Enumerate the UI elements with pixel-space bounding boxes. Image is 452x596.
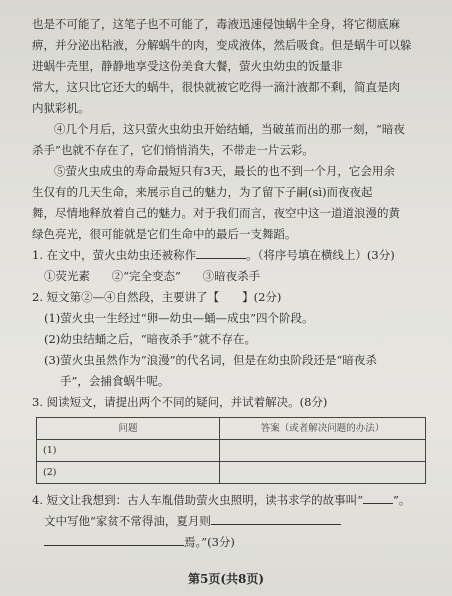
text-line: ④几个月后，这只萤火虫幼虫开始结蛹，当破茧而出的那一刻，“暗夜 xyxy=(54,122,405,136)
text-line: 杀手”也就不存在了，它们悄悄消失，不带走一片云彩。 xyxy=(32,143,314,157)
text-line: 绿色亮光，很可能就是它们生命中的最后一支舞蹈。 xyxy=(32,227,297,241)
answer-blank[interactable] xyxy=(211,512,341,525)
question-1 xyxy=(32,245,432,266)
option: ③暗夜杀手 xyxy=(202,269,261,283)
column-header-answer: 答案（或者解决问题的办法） xyxy=(220,418,426,440)
question-2-option: (2)幼虫结蛹之后，“暗夜杀手”就不存在。 xyxy=(44,332,257,346)
text-line: 内狱彩机。 xyxy=(32,101,90,115)
answer-table xyxy=(36,417,426,484)
question-4-line-3 xyxy=(32,532,432,553)
table-row xyxy=(37,462,426,484)
question-4-text-b: ”。 xyxy=(393,493,411,507)
question-4-line-2 xyxy=(32,511,432,532)
question-4 xyxy=(32,490,432,511)
question-2-text: 2. 短文第②—④自然段，主要讲了【 】(2分) xyxy=(32,290,282,304)
question-1-options xyxy=(44,266,432,287)
question-1-text: 1. 在文中，萤火虫幼虫还被称作 xyxy=(32,248,197,262)
text-line: 痹，并分泌出粘液，分解蜗牛的肉，变成液体，然后吸食。但是蜗牛可以躲 xyxy=(32,38,412,52)
answer-cell[interactable] xyxy=(220,440,426,462)
text-line: 舞，尽情地释放着自己的魅力。对于我们而言，夜空中这一道道浪漫的黄 xyxy=(32,206,400,220)
question-3-text: 3. 阅读短文，请提出两个不同的疑问，并试着解决。(8分) xyxy=(32,395,328,409)
question-4-text-c: 文中写他“家贫不常得油，夏月则 xyxy=(44,514,211,528)
text-line: 进蜗牛壳里，静静地享受这份美食大餐，萤火虫幼虫的饭量非 xyxy=(32,59,343,73)
paragraph-5 xyxy=(32,161,432,245)
table-header-row xyxy=(37,418,426,440)
question-2-option: (3)萤火虫虽然作为“浪漫”的代名词，但是在幼虫阶段还是“暗夜杀 xyxy=(44,353,377,367)
paragraph-4 xyxy=(32,119,432,161)
column-header-question: 问题 xyxy=(37,418,220,440)
page-footer: 第5页(共8页) xyxy=(187,572,265,586)
answer-cell[interactable] xyxy=(220,462,426,484)
answer-blank[interactable] xyxy=(363,491,393,504)
question-4-text-d: 焉。”(3分) xyxy=(184,535,235,549)
text-line: 也是不可能了，这笔子也不可能了，毒液迅速侵蚀蜗牛全身，将它彻底麻 xyxy=(32,17,400,31)
row-label[interactable]: (2) xyxy=(37,462,220,484)
answer-blank[interactable] xyxy=(196,246,246,259)
question-4-text: 4. 短文让我想到：古人车胤借助萤火虫照明，读书求学的故事叫“ xyxy=(32,493,364,507)
row-label[interactable]: (1) xyxy=(37,440,220,462)
answer-blank[interactable] xyxy=(44,533,184,546)
option: ②“完全变态” xyxy=(111,269,181,283)
table-row xyxy=(37,440,426,462)
question-2-option: (1)萤火虫一生经过“卵—幼虫—蛹—成虫”四个阶段。 xyxy=(44,311,314,325)
text-line: 生仅有的几天生命，来展示自己的魅力，为了留下子嗣(sì)而夜夜起 xyxy=(32,185,373,199)
paragraph-3 xyxy=(32,14,432,119)
question-2-option-cont: 手”，会捕食蜗牛呢。 xyxy=(60,374,170,388)
question-1-text-tail: 。（将序号填在横线上）(3分) xyxy=(246,248,395,262)
text-line: 常大，这只比它还大的蜗牛，很快就被它吃得一滴汁液都不剩，简直是肉 xyxy=(32,80,400,94)
option: ①荧光素 xyxy=(44,269,90,283)
text-line: ⑤萤火虫成虫的寿命最短只有3天，最长的也不到一个月，它会用余 xyxy=(54,164,395,178)
question-3 xyxy=(32,392,432,413)
question-2 xyxy=(32,287,432,308)
